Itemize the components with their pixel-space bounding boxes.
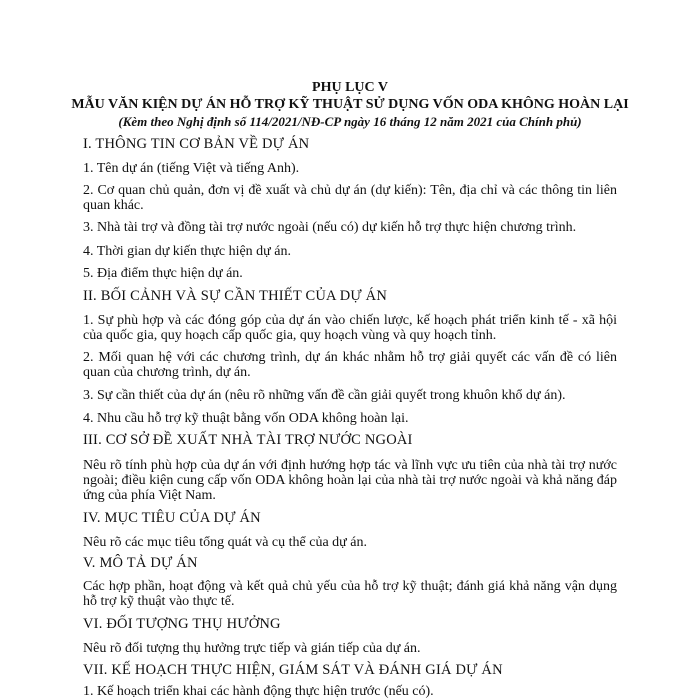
section-2-item-2: 2. Mối quan hệ với các chương trình, dự án khác nhằm hỗ trợ giải quyết các vấn đề có liên quan của chương trình, dự án. <box>83 350 617 380</box>
section-2-item-1: 1. Sự phù hợp và các đóng góp của dự án vào chiến lược, kế hoạch phát triển kinh tế - xã hội của quốc gia, quy hoạch cấp quốc gia, quy hoạch vùng và quy hoạch tỉnh. <box>83 313 617 343</box>
appendix-title: PHỤ LỤC V <box>312 80 388 95</box>
section-1-item-2: 2. Cơ quan chủ quản, đơn vị đề xuất và chủ dự án (dự kiến): Tên, địa chỉ và các thông tin liên quan khác. <box>83 183 617 213</box>
section-heading-5: V. MÔ TẢ DỰ ÁN <box>83 555 198 571</box>
section-1-item-3: 3. Nhà tài trợ và đồng tài trợ nước ngoài (nếu có) dự kiến hỗ trợ thực hiện chương trình. <box>83 220 577 235</box>
section-2-item-3: 3. Sự cần thiết của dự án (nêu rõ những vấn đề cần giải quyết trong khuôn khổ dự án). <box>83 388 566 403</box>
section-6-text: Nêu rõ đối tượng thụ hưởng trực tiếp và gián tiếp của dự án. <box>83 641 421 656</box>
decree-reference: (Kèm theo Nghị định số 114/2021/NĐ-CP ngày 16 tháng 12 năm 2021 của Chính phủ) <box>118 114 582 129</box>
section-heading-3: III. CƠ SỞ ĐỀ XUẤT NHÀ TÀI TRỢ NƯỚC NGOÀI <box>83 432 413 448</box>
section-heading-1: I. THÔNG TIN CƠ BẢN VỀ DỰ ÁN <box>83 136 310 152</box>
document-title: MẪU VĂN KIỆN DỰ ÁN HỖ TRỢ KỸ THUẬT SỬ DỤNG VỐN ODA KHÔNG HOÀN LẠI <box>71 97 629 112</box>
section-3-text: Nêu rõ tính phù hợp của dự án với định hướng hợp tác và lĩnh vực ưu tiên của nhà tài trợ nước ngoài; điều kiện cung cấp vốn ODA không hoàn lại của nhà tài trợ nước ngoài và khả năng đáp ứng của phía Việt Nam. <box>83 458 617 503</box>
section-heading-2: II. BỐI CẢNH VÀ SỰ CẦN THIẾT CỦA DỰ ÁN <box>83 288 388 304</box>
section-5-text: Các hợp phần, hoạt động và kết quả chủ yếu của hỗ trợ kỹ thuật; đánh giá khả năng vận dụng hỗ trợ kỹ thuật vào thực tế. <box>83 579 617 609</box>
section-1-item-4: 4. Thời gian dự kiến thực hiện dự án. <box>83 244 291 259</box>
section-heading-4: IV. MỤC TIÊU CỦA DỰ ÁN <box>83 510 261 526</box>
section-1-item-1: 1. Tên dự án (tiếng Việt và tiếng Anh). <box>83 161 300 176</box>
section-heading-6: VI. ĐỐI TƯỢNG THỤ HƯỞNG <box>83 616 281 632</box>
section-7-item-1: 1. Kế hoạch triển khai các hành động thực hiện trước (nếu có). <box>83 684 434 699</box>
section-heading-7: VII. KẾ HOẠCH THỰC HIỆN, GIÁM SÁT VÀ ĐÁNH GIÁ DỰ ÁN <box>83 662 503 678</box>
section-2-item-4: 4. Nhu cầu hỗ trợ kỹ thuật bằng vốn ODA không hoàn lại. <box>83 411 409 426</box>
section-4-text: Nêu rõ các mục tiêu tổng quát và cụ thể của dự án. <box>83 535 367 550</box>
section-1-item-5: 5. Địa điểm thực hiện dự án. <box>83 266 243 281</box>
